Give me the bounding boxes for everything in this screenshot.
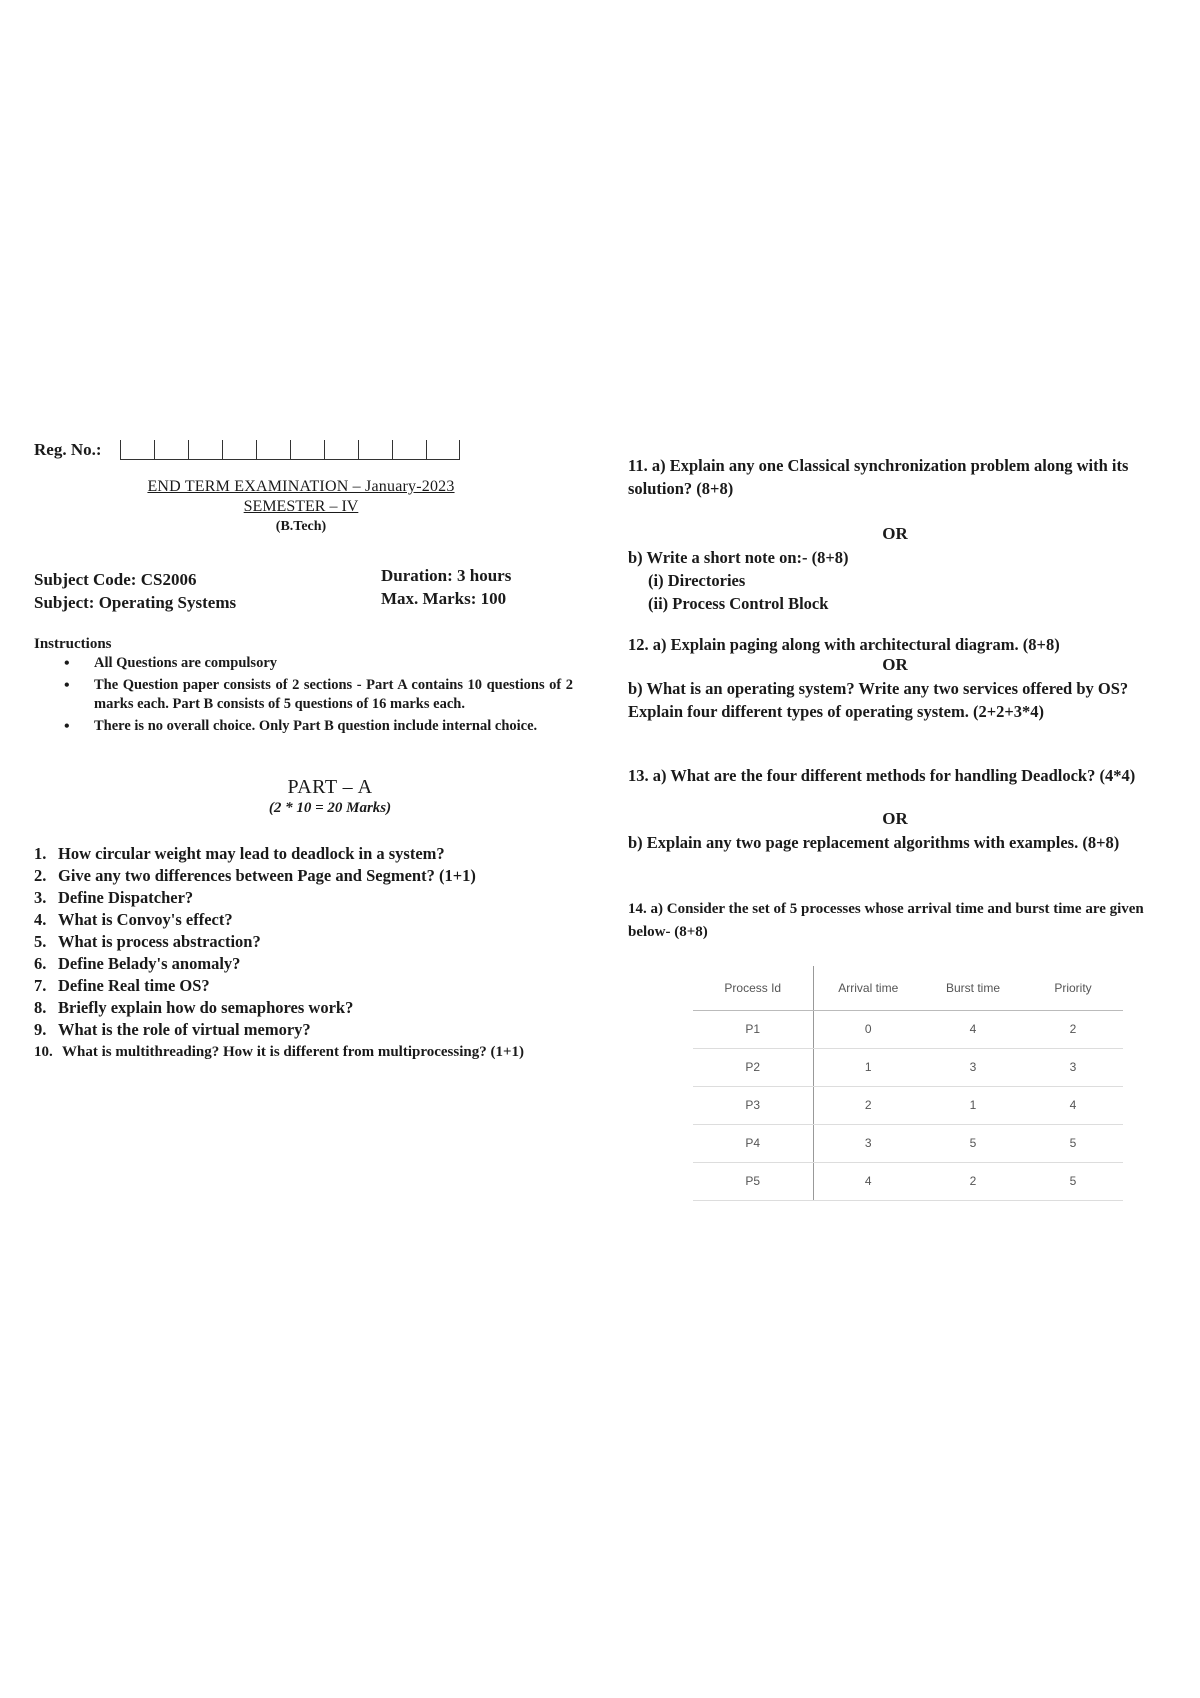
question-item <box>34 997 579 1019</box>
question-11a: 11. a) Explain any one Classical synchronization problem along with its solution? (8+8) <box>628 456 1129 498</box>
table-header: Priority <box>1023 966 1123 1010</box>
subject-info <box>34 568 236 614</box>
instruction-item: • All Questions are compulsory <box>58 654 573 673</box>
table-header: Burst time <box>923 966 1023 1010</box>
exam-title: END TERM EXAMINATION – January-2023 <box>147 478 455 495</box>
table-header-row <box>693 966 1123 1010</box>
question-11b-item: (ii) Process Control Block <box>648 594 829 613</box>
table-row <box>693 1162 1123 1200</box>
question-number: 6. <box>34 954 47 973</box>
question-number: 4. <box>34 910 47 929</box>
or-divider: OR <box>882 655 908 674</box>
question-item <box>34 953 579 975</box>
table-cell: 5 <box>923 1124 1023 1162</box>
question-text: Give any two differences between Page and Segment? (1+1) <box>58 866 476 885</box>
table-cell: 3 <box>1023 1048 1123 1086</box>
table-header: Process Id <box>693 966 813 1010</box>
table-header: Arrival time <box>813 966 923 1010</box>
question-item <box>34 865 579 887</box>
reg-box <box>324 440 358 460</box>
table-cell: 2 <box>923 1162 1023 1200</box>
table-cell: 3 <box>813 1124 923 1162</box>
table-cell: 4 <box>1023 1086 1123 1124</box>
reg-box <box>120 440 154 460</box>
subject-code: Subject Code: CS2006 <box>34 570 197 589</box>
table-cell: 1 <box>813 1048 923 1086</box>
table-cell: 2 <box>813 1086 923 1124</box>
reg-box <box>290 440 324 460</box>
table-cell: P1 <box>693 1010 813 1048</box>
table-row <box>693 1010 1123 1048</box>
question-text: What is multithreading? How it is different from multiprocessing? (1+1) <box>62 1044 525 1060</box>
question-item <box>34 843 579 865</box>
question-number: 7. <box>34 976 47 995</box>
table-cell: 2 <box>1023 1010 1123 1048</box>
question-item <box>34 931 579 953</box>
instruction-item: • The Question paper consists of 2 sections - Part A contains 10 questions of 2 marks each. Part B consists of 5 questions of 16 marks each. <box>58 676 573 714</box>
degree-label: (B.Tech) <box>275 519 327 534</box>
part-a-questions <box>34 843 579 1063</box>
question-13a: 13. a) What are the four different methods for handling Deadlock? (4*4) <box>628 766 1136 785</box>
question-item <box>34 1041 579 1063</box>
question-12a: 12. a) Explain paging along with architectural diagram. (8+8) <box>628 635 1060 654</box>
question-text: Briefly explain how do semaphores work? <box>58 998 354 1017</box>
instructions-heading: Instructions <box>34 636 112 652</box>
question-11b-item: (i) Directories <box>648 571 746 590</box>
question-text: Define Dispatcher? <box>58 888 194 907</box>
question-14a: 14. a) Consider the set of 5 processes whose arrival time and burst time are given below- (8+8) <box>628 901 1144 940</box>
reg-box <box>154 440 188 460</box>
part-a-title: PART – A <box>287 776 373 798</box>
question-text: What is Convoy's effect? <box>58 910 233 929</box>
reg-number-boxes <box>120 440 460 460</box>
reg-box <box>358 440 392 460</box>
instructions-list <box>58 654 573 739</box>
question-number: 3. <box>34 888 47 907</box>
max-marks: Max. Marks: 100 <box>381 589 507 608</box>
instruction-item: • There is no overall choice. Only Part B question include internal choice. <box>58 717 573 736</box>
semester-label: SEMESTER – IV <box>243 498 359 515</box>
table-row <box>693 1048 1123 1086</box>
reg-box <box>256 440 290 460</box>
question-item <box>34 887 579 909</box>
question-item <box>34 1019 579 1041</box>
process-table <box>693 966 1123 1201</box>
or-divider: OR <box>882 524 908 543</box>
table-row <box>693 1086 1123 1124</box>
question-13b: b) Explain any two page replacement algorithms with examples. (8+8) <box>628 833 1120 852</box>
question-item <box>34 975 579 997</box>
reg-label: Reg. No.: <box>34 440 102 459</box>
question-text: What is process abstraction? <box>58 932 261 951</box>
reg-box <box>188 440 222 460</box>
table-cell: 3 <box>923 1048 1023 1086</box>
question-text: Define Real time OS? <box>58 976 210 995</box>
table-cell: 4 <box>923 1010 1023 1048</box>
duration: Duration: 3 hours <box>381 566 512 585</box>
question-text: Define Belady's anomaly? <box>58 954 241 973</box>
question-number: 2. <box>34 866 47 885</box>
reg-box <box>222 440 256 460</box>
table-row <box>693 1124 1123 1162</box>
question-number: 10. <box>34 1044 53 1060</box>
reg-box <box>426 440 460 460</box>
exam-meta <box>381 564 511 610</box>
question-text: How circular weight may lead to deadlock in a system? <box>58 844 445 863</box>
question-number: 5. <box>34 932 47 951</box>
table-cell: 4 <box>813 1162 923 1200</box>
question-number: 9. <box>34 1020 47 1039</box>
question-12b: b) What is an operating system? Write any two services offered by OS? Explain four different types of operating system. (2+2+3*4) <box>628 679 1129 721</box>
question-item <box>34 909 579 931</box>
subject-name: Subject: Operating Systems <box>34 593 237 612</box>
reg-box <box>392 440 426 460</box>
question-number: 1. <box>34 844 47 863</box>
table-cell: 1 <box>923 1086 1023 1124</box>
table-cell: P2 <box>693 1048 813 1086</box>
part-a-marks: (2 * 10 = 20 Marks) <box>268 800 392 816</box>
or-divider: OR <box>882 809 908 828</box>
table-cell: 5 <box>1023 1124 1123 1162</box>
table-cell: 0 <box>813 1010 923 1048</box>
question-number: 8. <box>34 998 47 1017</box>
table-cell: P5 <box>693 1162 813 1200</box>
table-cell: P4 <box>693 1124 813 1162</box>
table-cell: 5 <box>1023 1162 1123 1200</box>
reg-number-row <box>34 440 460 460</box>
question-text: What is the role of virtual memory? <box>58 1020 311 1039</box>
question-11b-text: b) Write a short note on:- (8+8) <box>628 548 849 567</box>
question-11b <box>628 546 1163 615</box>
table-cell: P3 <box>693 1086 813 1124</box>
